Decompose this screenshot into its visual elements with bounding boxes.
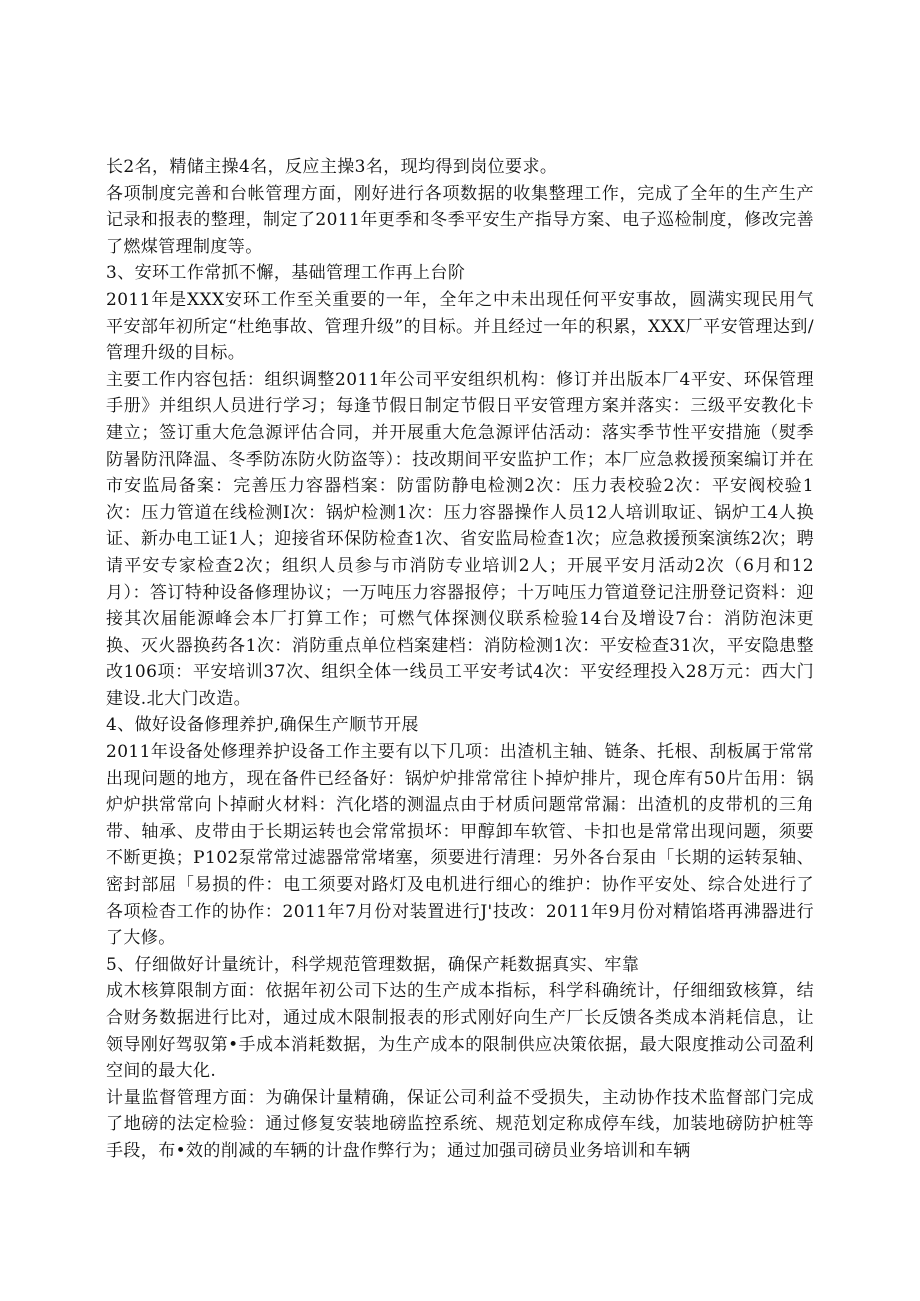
paragraph-2: 各项制度完善和台帐管理方面，刚好进行各项数据的收集整理工作，完成了全年的生产生产记录和报表的整理，制定了2011年更季和冬季平安生产指导方案、电子巡检制度，修改完善了燃煤管理制度等。 xyxy=(106,183,814,257)
paragraph-5: 2011年设备处修理养护设备工作主要有以下几项：出渣机主轴、链条、托根、刮板属于常常出现问题的地方，现在备件已经备好：锅炉炉排常常往卜掉炉排片，现仓库有50片缶用：锅炉炉拱常常向卜掉耐火材料：汽化塔的测温点由于材质问题常常漏：出渣机的皮带机的三角带、轴承、皮带由于长期运转也会常常损坏：甲醇卸车软管、卡扣也是常常出现问题，须要不断更换；P102泵常常过滤器常常堵塞，须要进行清理：另外各台泵由「长期的运转泵轴、密封部屈「易损的件：电工须要对路灯及电机进行细心的维护：协作平安处、综合处进行了各项检杳工作的协作：2011年7月份对装置进行J'技改：2011年9月份对精馅塔再沸器进行了大修。 xyxy=(106,742,814,949)
paragraph-1: 长2名，精储主操4名，反应主操3名，现均得到岗位要求。 xyxy=(106,157,558,177)
paragraph-4: 主要工作内容包括：组织调整2011年公司平安组织机构：修订并出版本厂4平安、环保管理手册》并组织人员进行学习；每逢节假日制定节假日平安管理方案并落实：三级平安教化卡建立；签订重大危急源评估合同，并开展重大危急源评估活动：落实季节性平安措施（熨季防暑防汛降温、冬季防冻防火防盗等）：技改期间平安监护工作；本厂应急救援预案编订并在市安监局备案：完善压力容器档案：防雷防静电检测2次：压力表校验2次：平安阀校验1次：压力管道在线检测I次：锅炉检测1次：压力容器操作人员12人培训取证、锅炉工4人换证、新办电工证1人；迎接省环保防检查1次、省安监局检查1次；应急救援预案演练2次；聘请平安专家检查2次；组织人员参与市消防专业培训2人；开展平安月活动2次（6月和12月）：答订特种设备修理协议；一万吨压力容器报停；十万吨压力管道登记注册登记资料：迎接其次届能源峰会本厂打算工作；可燃气体探测仪联系检验14台及增设7台：消防泡沫更换、灭火器换药各1次：消防重点单位档案建档：消防检测1次：平安检查31次，平安隐患整改106项：平安培训37次、组织全体一线员工平安考试4次：平安经理投入28万元：西大门建设.北大门改造。 xyxy=(106,369,814,709)
section-heading-3: 3、安环工作常抓不懈，基础管理工作再上台阶 xyxy=(106,263,466,284)
document-body xyxy=(106,154,814,1165)
section-heading-4: 4、做好设备修理养护,确保生产顺节开展 xyxy=(106,715,419,736)
paragraph-3: 2011年是XXX安环工作至关重要的一年，全年之中未出现任何平安事故，圆满实现民用气平安部年初所定“杜绝事故、管理升级”的目标。并且经过一年的积累，XXX厂平安管理达到/管理升级的目标。 xyxy=(106,289,814,364)
section-heading-5: 5、仔细做好计量统计，科学规范管理数据，确保产耗数据真实、牢靠 xyxy=(106,954,640,975)
paragraph-7: 计量监督管理方面：为确保计量精确，保证公司利益不受损失，主动协作技术监督部门完成了地磅的法定检验：通过修复安装地磅监控系统、规范划定称成停车线，加装地磅防护桩等手段，布•效的削减的车辆的计盘作弊行为；通过加强司磅员业务培训和车辆 xyxy=(106,1087,814,1161)
paragraph-6: 成木核算限制方面：依据年初公司下达的生产成本指标，科学科确统计，仔细细致核算，结合财务数据进行比对，通过成木限制报表的形式刚好向生产厂长反馈各类成本消耗信息，让领导刚好驾驭第•手成本消耗数据，为生产成本的限制供应决策依据，最大限度推动公司盈利空间的最大化. xyxy=(106,981,814,1082)
